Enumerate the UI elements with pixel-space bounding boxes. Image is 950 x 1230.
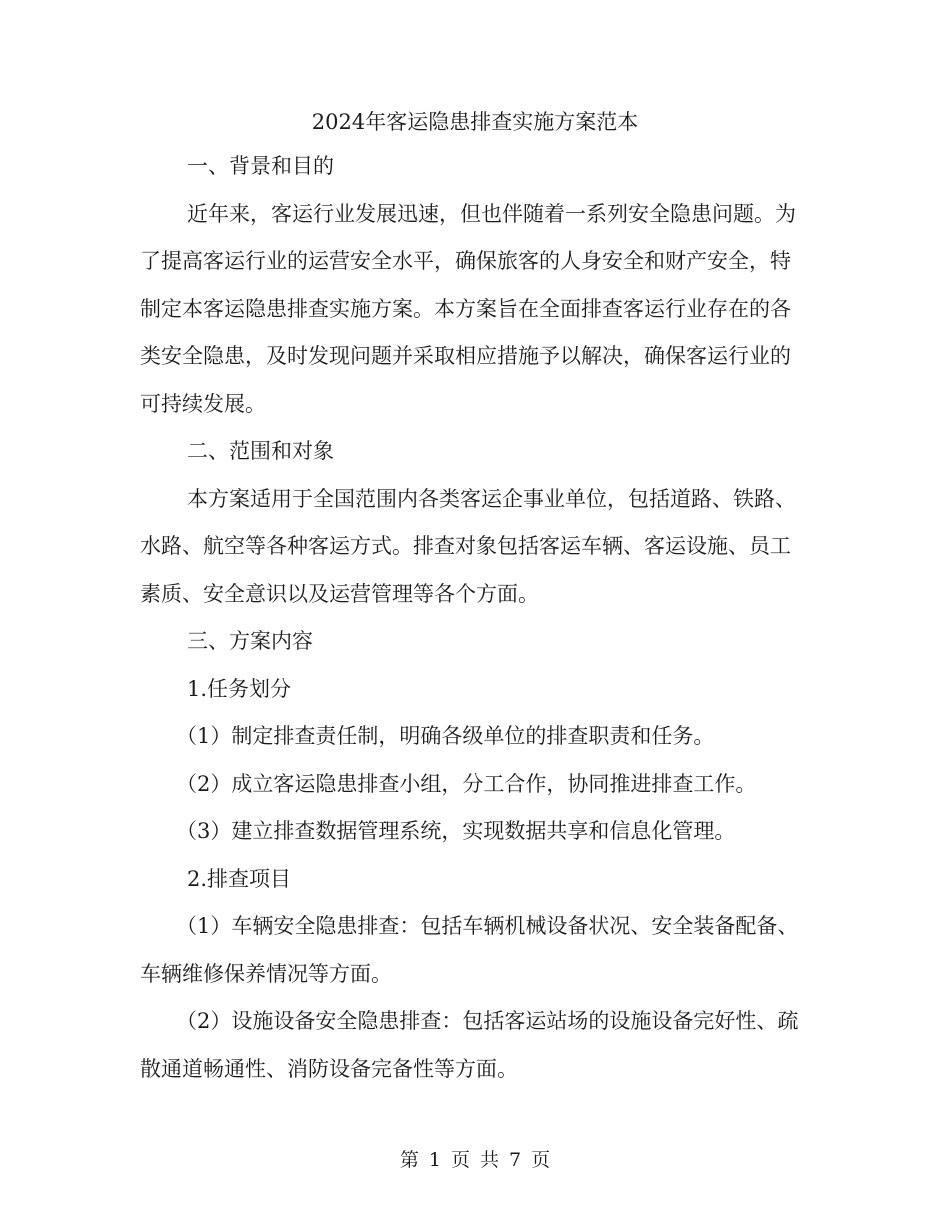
subheading-inspection-items: 2.排查项目 — [187, 866, 292, 891]
document-body — [140, 143, 800, 1093]
document-title: 2024年客运隐患排查实施方案范本 — [311, 110, 639, 134]
list-item: （3）建立排查数据管理系统，实现数据共享和信息化管理。 — [176, 819, 736, 843]
section-heading-background: 一、背景和目的 — [187, 154, 334, 178]
paragraph-background: 近年来，客运行业发展迅速，但也伴随着一系列安全隐患问题。为了提高客运行业的运营安全水平，确保旅客的人身安全和财产安全，特制定本客运隐患排查实施方案。本方案旨在全面排查客运行业存在的各类安全隐患，及时发现问题并采取相应措施予以解决，确保客运行业的可持续发展。 — [140, 201, 796, 416]
list-item: （2）设施设备安全隐患排查：包括客运站场的设施设备完好性、疏散通道畅通性、消防设备完备性等方面。 — [140, 1009, 799, 1081]
subheading-task-division: 1.任务划分 — [187, 676, 292, 701]
list-item: （1）制定排查责任制，明确各级单位的排查职责和任务。 — [176, 724, 715, 748]
page-number-footer: 第 1 页 共 7 页 — [399, 1149, 551, 1171]
list-item: （2）成立客运隐患排查小组，分工合作，协同推进排查工作。 — [176, 771, 757, 796]
list-item: （1）车辆安全隐患排查：包括车辆机械设备状况、安全装备配备、车辆维修保养情况等方面。 — [140, 914, 799, 986]
section-heading-scope: 二、范围和对象 — [187, 439, 334, 463]
section-heading-content: 三、方案内容 — [187, 629, 313, 653]
paragraph-scope: 本方案适用于全国范围内各类客运企事业单位，包括道路、铁路、水路、航空等各种客运方式。排查对象包括客运车辆、客运设施、员工素质、安全意识以及运营管理等各个方面。 — [140, 486, 796, 606]
